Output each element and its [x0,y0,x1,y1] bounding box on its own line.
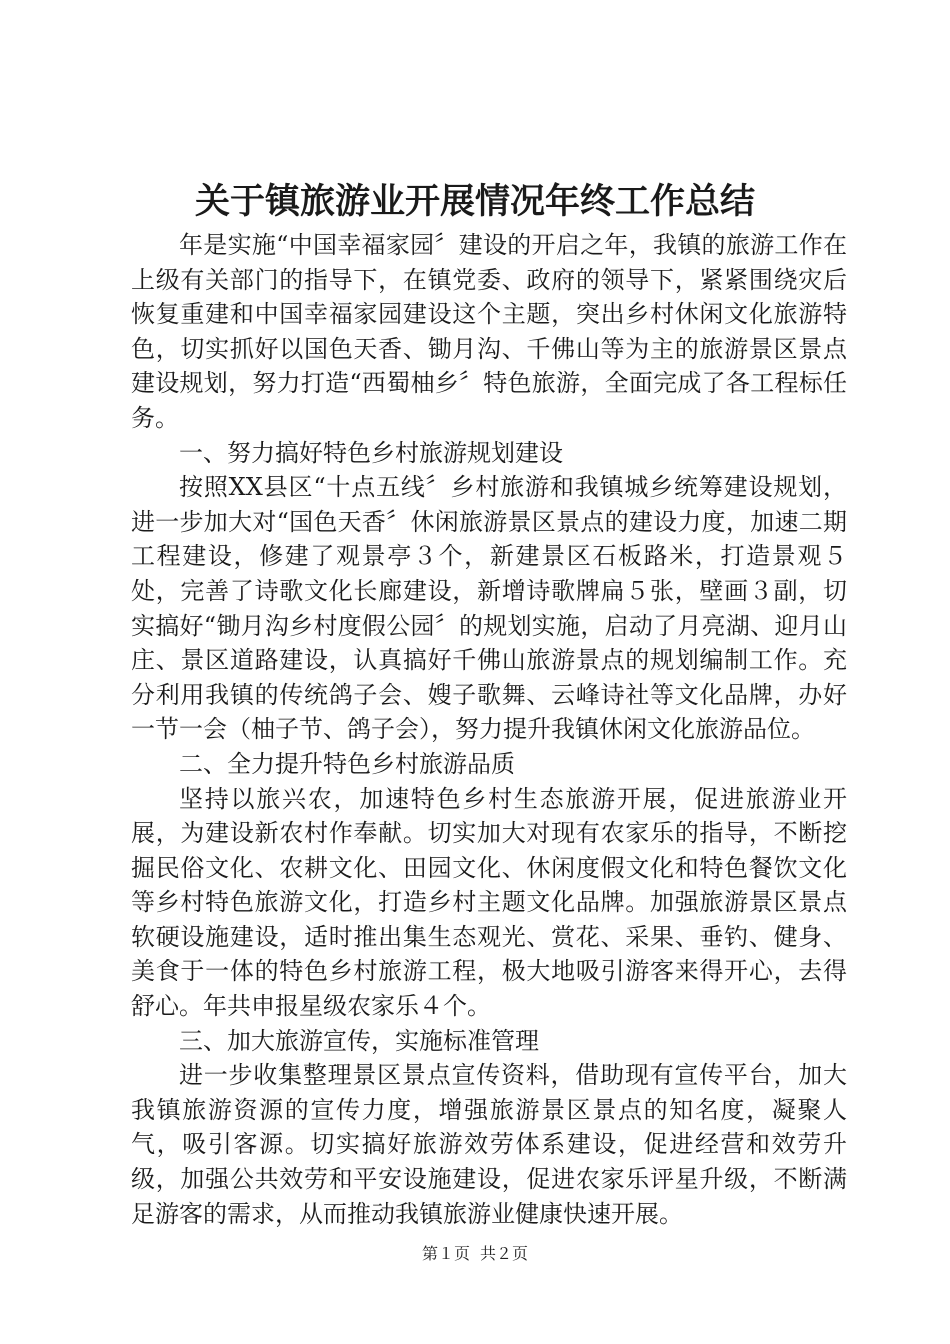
section-heading-1: 一、努力搞好特色乡村旅游规划建设 [179,438,563,467]
paragraph-intro: 年是实施“中国幸福家园〞建设的开启之年，我镇的旅游工作在上级有关部门的指导下，在镇党委、政府的领导下，紧紧围绕灾后恢复重建和中国幸福家园建设这个主题，突出乡村休闲文化旅游特色，切实抓好以国色天香、锄月沟、千佛山等为主的旅游景区景点建设规划，努力打造“西蜀柚乡〞特色旅游，全面完成了各工程标任务。 [131,231,847,432]
paragraph-section-1: 按照XX县区“十点五线〞乡村旅游和我镇城乡统筹建设规划，进一步加大对“国色天香〞休闲旅游景区景点的建设力度，加速二期工程建设，修建了观景亭３个，新建景区石板路米，打造景观５处，完善了诗歌文化长廊建设，新增诗歌牌扁５张，壁画３副，切实搞好“锄月沟乡村度假公园〞的规划实施，启动了月亮湖、迎月山庄、景区道路建设，认真搞好千佛山旅游景点的规划编制工作。充分利用我镇的传统鸽子会、嫂子歌舞、云峰诗社等文化品牌，办好一节一会（柚子节、鸽子会），努力提升我镇休闲文化旅游品位。 [131,473,847,744]
paragraph-section-2: 坚持以旅兴农，加速特色乡村生态旅游开展，促进旅游业开展，为建设新农村作奉献。切实加大对现有农家乐的指导，不断挖掘民俗文化、农耕文化、田园文化、休闲度假文化和特色餐饮文化等乡村特色旅游文化，打造乡村主题文化品牌。加强旅游景区景点软硬设施建设，适时推出集生态观光、赏花、采果、垂钓、健身、美食于一体的特色乡村旅游工程，极大地吸引游客来得开心，去得舒心。年共申报星级农家乐４个。 [131,784,847,1021]
paragraph-section-3: 进一步收集整理景区景点宣传资料，借助现有宣传平台，加大我镇旅游资源的宣传力度，增强旅游景区景点的知名度，凝聚人气，吸引客源。切实搞好旅游效劳体系建设，促进经营和效劳升级，加强公共效劳和平安设施建设，促进农家乐评星升级，不断满足游客的需求，从而推动我镇旅游业健康快速开展。 [131,1061,847,1228]
section-heading-3: 三、加大旅游宣传，实施标准管理 [179,1026,539,1055]
page-total: 共２页 [480,1244,529,1263]
document-body [131,228,847,1231]
section-heading-2: 二、全力提升特色乡村旅游品质 [179,749,515,778]
document-title: 关于镇旅游业开展情况年终工作总结 [194,181,755,222]
page-footer [0,1244,950,1264]
page-number: 第１页 [421,1244,470,1263]
